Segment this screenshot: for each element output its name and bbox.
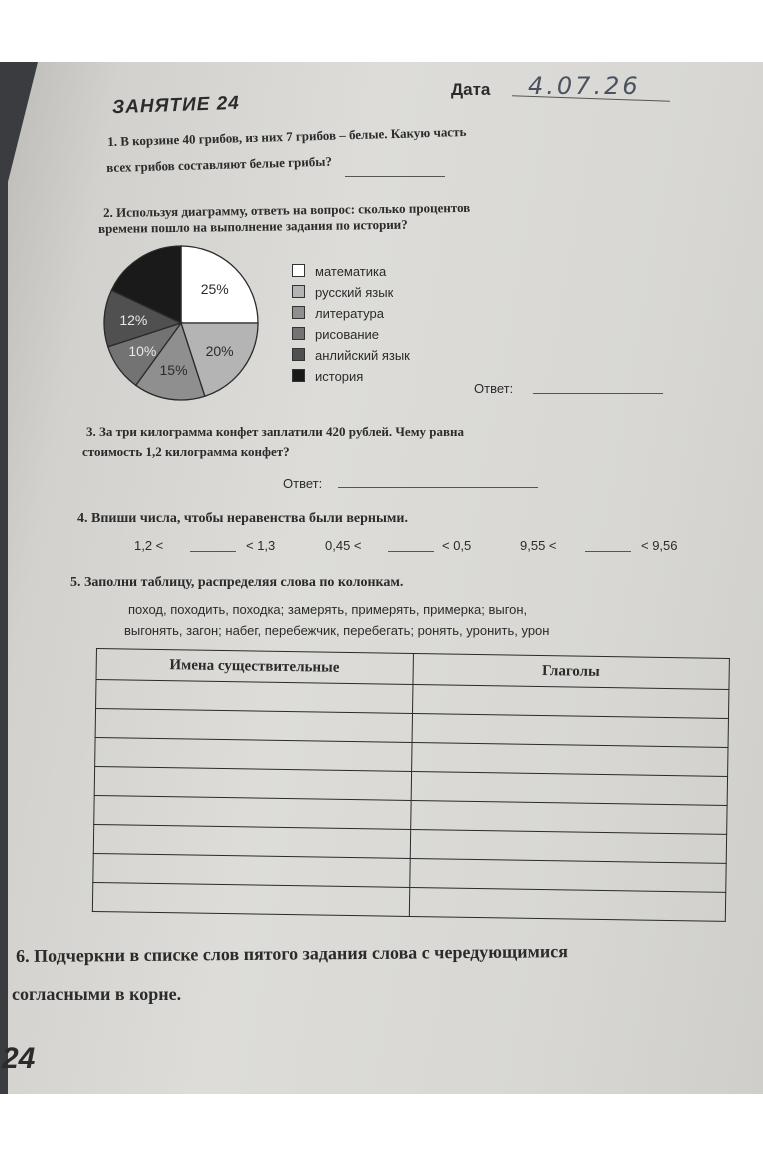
task2-line2: времени пошло на выполнение задания по истории? bbox=[98, 216, 408, 236]
task5-title: 5. Заполни таблицу, распределяя слова по колонкам. bbox=[70, 575, 404, 590]
legend-label: русский язык bbox=[315, 285, 394, 300]
ineq1-blank bbox=[190, 551, 236, 552]
date-handwritten: 4.07.26 bbox=[528, 72, 641, 100]
task2-answer-line bbox=[533, 393, 663, 394]
legend-item-russian bbox=[292, 285, 393, 300]
pie-label-4: 12% bbox=[119, 312, 148, 329]
ineq3-right: < 9,56 bbox=[641, 538, 678, 553]
task2-line1: 2. Используя диаграмму, ответь на вопрос: сколько процентов bbox=[103, 199, 471, 220]
task4-title: 4. Впиши числа, чтобы неравенства были верными. bbox=[77, 511, 408, 526]
ineq2-right: < 0,5 bbox=[442, 538, 472, 553]
ineq3-blank bbox=[585, 551, 631, 552]
legend-swatch bbox=[292, 264, 305, 277]
legend-label: история bbox=[315, 369, 364, 384]
legend-label: анлийский язык bbox=[315, 348, 410, 363]
pie-label-1: 20% bbox=[205, 343, 234, 360]
ineq2-blank bbox=[388, 551, 434, 552]
task5-words-line2: выгонять, загон; набег, перебежчик, перебегать; ронять, уронить, урон bbox=[124, 623, 550, 638]
legend-item-literature bbox=[292, 306, 384, 321]
task1-line1: 1. В корзине 40 грибов, из них 7 грибов – белые. Какую часть bbox=[107, 123, 467, 149]
legend-swatch bbox=[292, 285, 305, 298]
task2-answer-label: Ответ: bbox=[474, 381, 514, 396]
date-label: Дата bbox=[451, 80, 491, 99]
ineq1-left: 1,2 < bbox=[134, 538, 164, 553]
legend-item-drawing bbox=[292, 327, 379, 342]
legend-item-math bbox=[292, 264, 386, 279]
table-cell[interactable] bbox=[92, 882, 409, 916]
legend-item-history bbox=[292, 369, 363, 384]
table-cell[interactable] bbox=[409, 887, 726, 921]
task5-words-line1: поход, походить, походка; замерять, примерять, примерка; выгон, bbox=[128, 602, 528, 617]
legend-label: литература bbox=[315, 306, 384, 321]
task3-answer-line bbox=[338, 487, 538, 488]
task1-line2: всех грибов составляют белые грибы? bbox=[106, 153, 333, 175]
page-number: 24 bbox=[2, 1042, 36, 1075]
task6-line1: 6. Подчеркни в списке слов пятого задания слова с чередующимися bbox=[16, 941, 569, 966]
legend-swatch bbox=[292, 369, 305, 382]
task3-line2: стоимость 1,2 килограмма конфет? bbox=[82, 444, 290, 459]
task6-line2: согласными в корне. bbox=[12, 984, 182, 1004]
pie-label-3: 10% bbox=[128, 343, 157, 360]
ineq1-right: < 1,3 bbox=[246, 538, 276, 553]
header-verbs: Глаголы bbox=[412, 653, 729, 689]
word-sort-table bbox=[92, 648, 730, 922]
pie-label-0: 25% bbox=[200, 281, 229, 298]
task1-answer-line bbox=[345, 176, 445, 177]
ineq3-left: 9,55 < bbox=[520, 538, 557, 553]
task3-line1: 3. За три килограмма конфет заплатили 420 рублей. Чему равна bbox=[86, 424, 465, 439]
pie-chart bbox=[94, 240, 274, 410]
task3-answer-label: Ответ: bbox=[283, 476, 323, 491]
legend-label: рисование bbox=[315, 327, 380, 342]
legend-label: математика bbox=[315, 264, 387, 279]
header-nouns: Имена существительные bbox=[96, 649, 413, 685]
legend-swatch bbox=[292, 327, 305, 340]
legend-swatch bbox=[292, 306, 305, 319]
legend-item-english bbox=[292, 348, 410, 363]
ineq2-left: 0,45 < bbox=[325, 538, 362, 553]
pie-label-2: 15% bbox=[159, 362, 188, 379]
lesson-title: ЗАНЯТИЕ 24 bbox=[111, 92, 241, 119]
legend-swatch bbox=[292, 348, 305, 361]
